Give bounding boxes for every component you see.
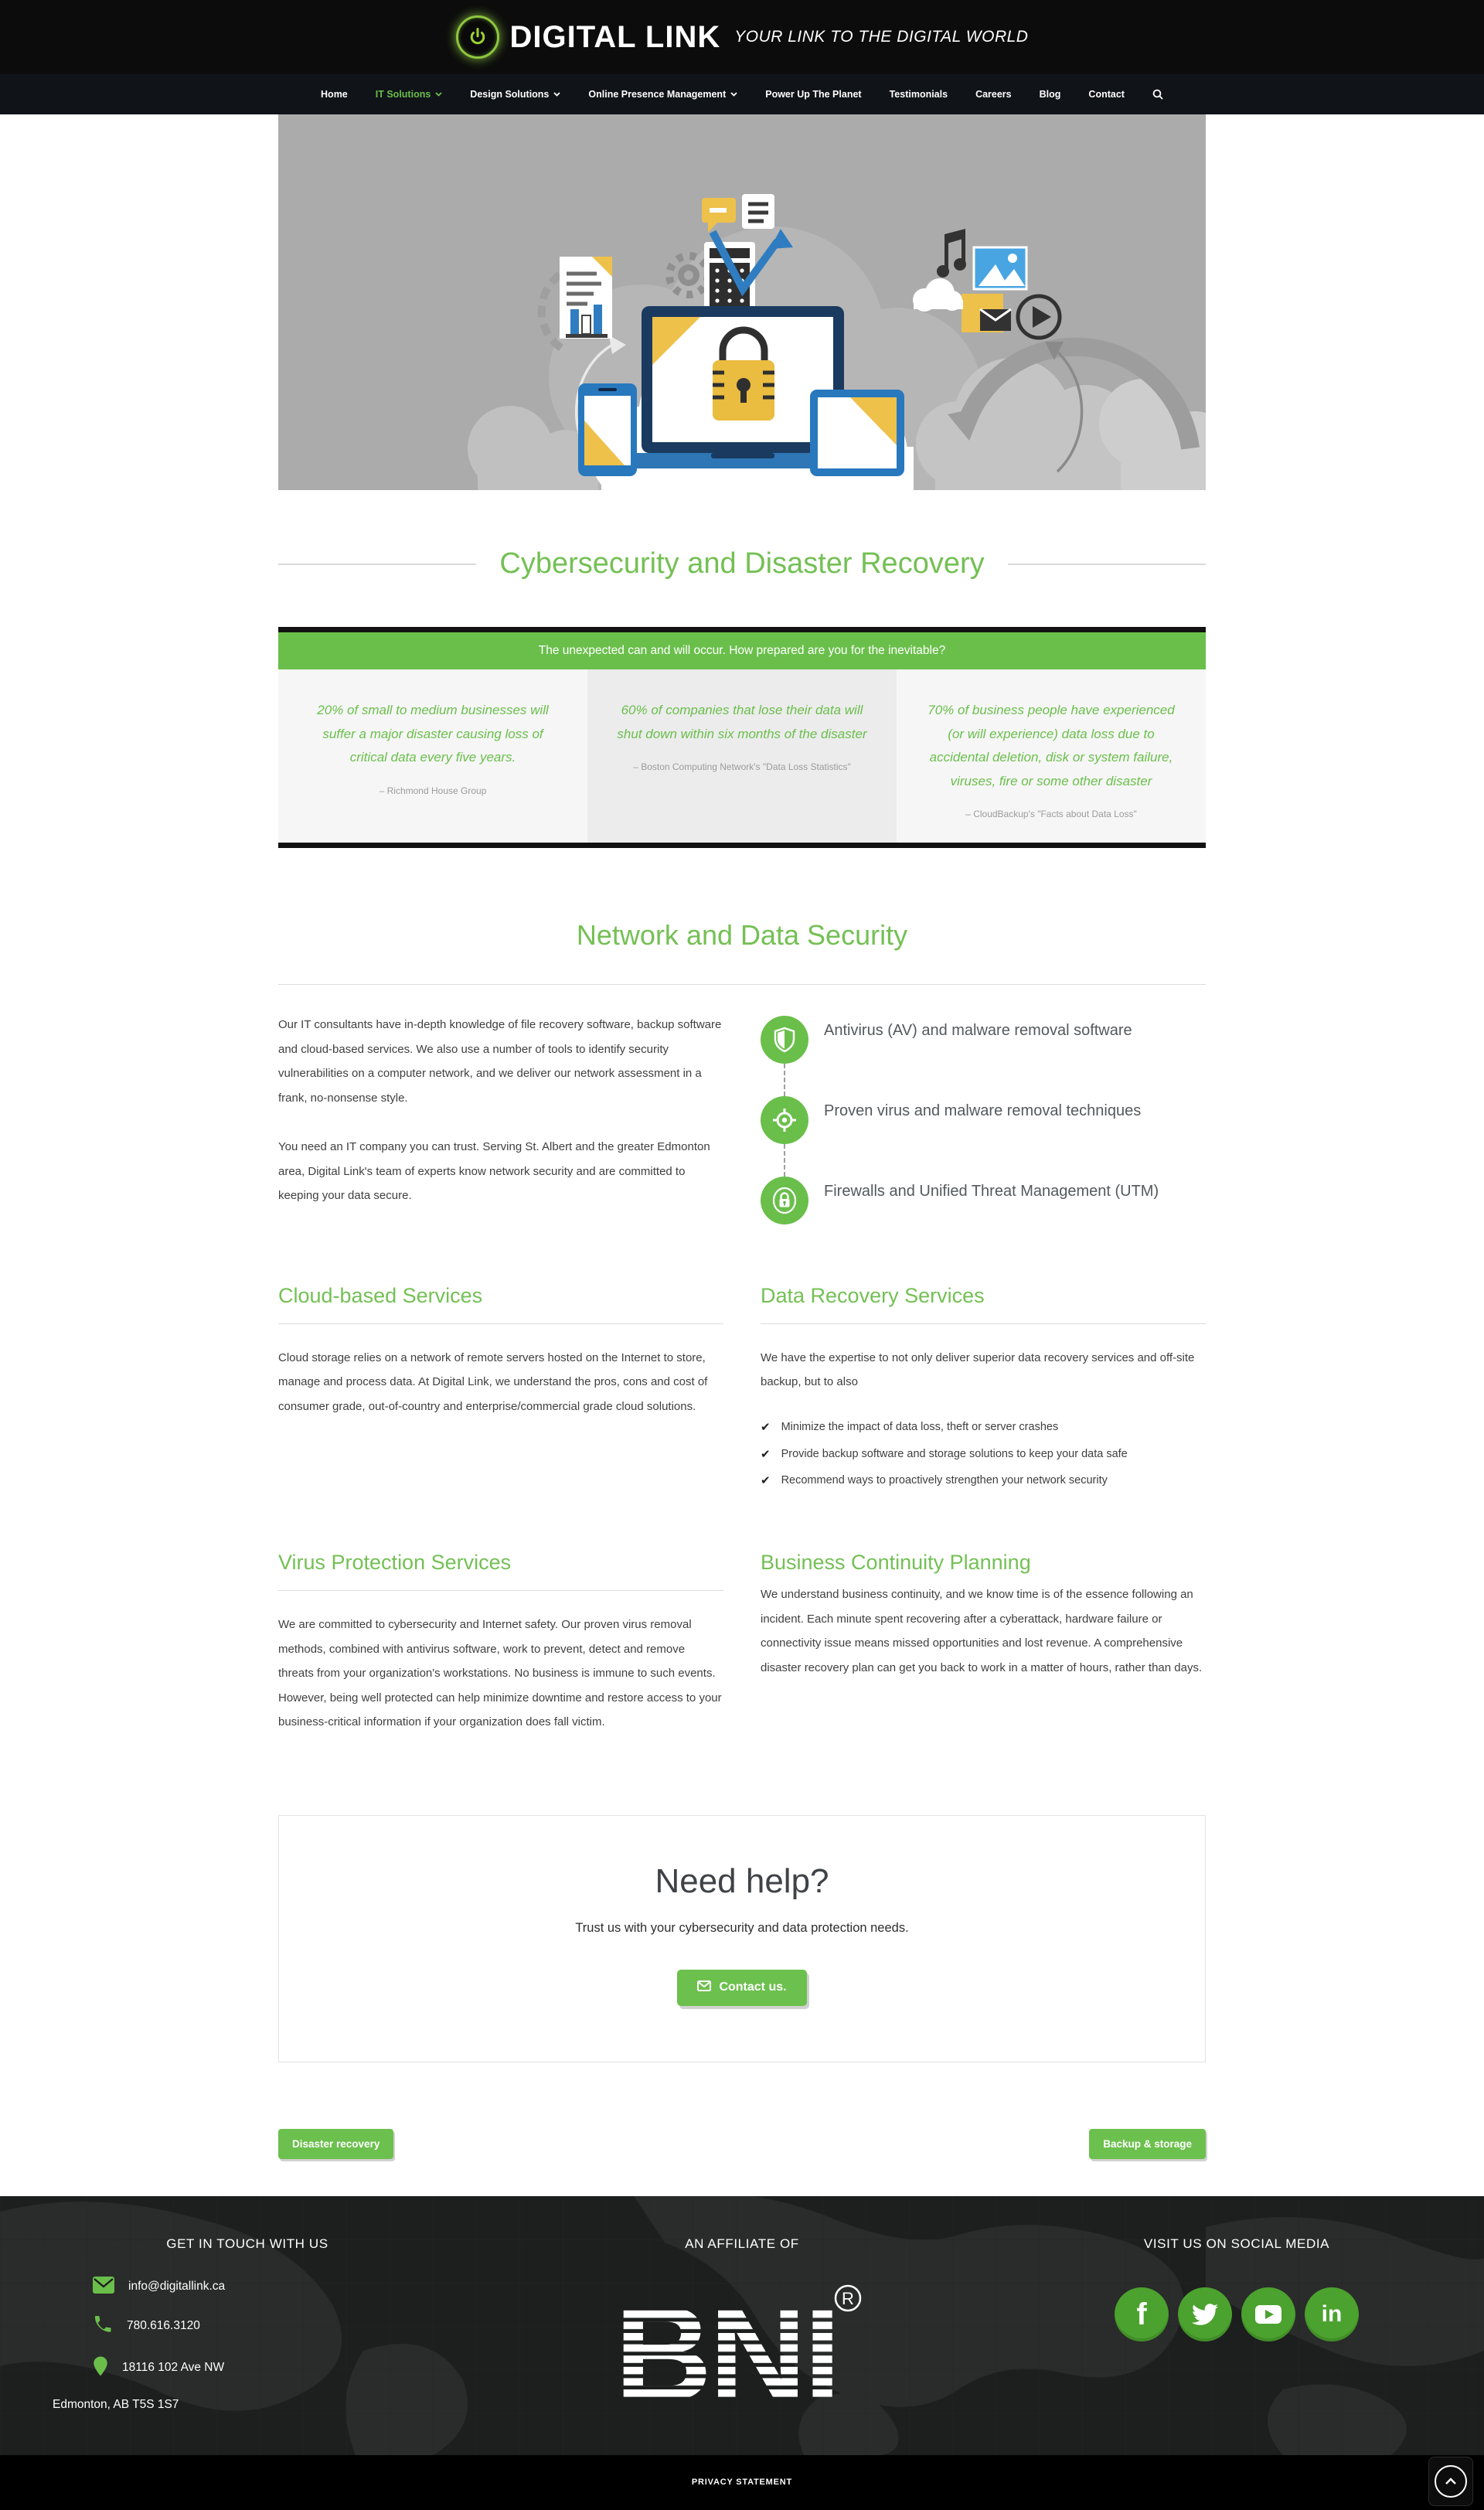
main-nav bbox=[0, 74, 1484, 114]
contact-us-label: Contact us. bbox=[719, 1980, 787, 1994]
network-columns bbox=[278, 1013, 1206, 1233]
phone-link[interactable]: 780.616.3120 bbox=[127, 2319, 200, 2333]
bullet-text: Provide backup software and storage solutions to keep your data safe bbox=[781, 1447, 1128, 1460]
title-rule-right bbox=[1008, 564, 1206, 565]
stat-quote bbox=[587, 669, 897, 843]
data-recovery-column bbox=[761, 1233, 1206, 1500]
cloud-services-column bbox=[278, 1233, 723, 1500]
quote-source: – Richmond House Group bbox=[379, 785, 487, 796]
svg-text:BNI: BNI bbox=[614, 2278, 839, 2423]
contact-city-row bbox=[53, 2398, 495, 2412]
title-rule-left bbox=[278, 564, 476, 565]
contact-address-row bbox=[93, 2355, 495, 2381]
stat-quote bbox=[278, 669, 587, 843]
scroll-to-top-button[interactable] bbox=[1428, 2457, 1473, 2506]
svg-text:R: R bbox=[842, 2288, 854, 2308]
cta-box bbox=[278, 1815, 1206, 2062]
feature-item bbox=[761, 1096, 1206, 1144]
quote-source: – Boston Computing Network's "Data Loss Statistics" bbox=[633, 761, 851, 773]
section-divider bbox=[278, 984, 1206, 985]
recovery-bullets bbox=[761, 1419, 1206, 1490]
paragraph: We are committed to cybersecurity and Internet safety. Our proven virus removal methods, combined with antivirus software, work to prevent, detect and remove threats from your organization's workstations. No business is immune to such events. However, being well protected can help minimize downtime and restore access to your business-critical information if your organization does fall victim. bbox=[278, 1618, 722, 1729]
quote-source: – CloudBackup's "Facts about Data Loss" bbox=[965, 809, 1137, 820]
page-title: Cybersecurity and Disaster Recovery bbox=[499, 547, 985, 580]
nav-item-testimonials[interactable]: Testimonials bbox=[889, 89, 948, 100]
paragraph: Our IT consultants have in-depth knowledge of file recovery software, backup software and cloud-based services. We also use a number of tools to identify security vulnerabilities on a computer network, and we deliver our network assessment in a frank, no-nonsense style. bbox=[278, 1018, 722, 1105]
feature-connector bbox=[784, 1064, 785, 1096]
address-line-2: Edmonton, AB T5S 1S7 bbox=[53, 2397, 179, 2411]
linkedin-icon[interactable]: in bbox=[1305, 2287, 1359, 2341]
youtube-icon[interactable] bbox=[1241, 2287, 1295, 2341]
stats-section bbox=[278, 627, 1206, 848]
search-button[interactable] bbox=[1152, 89, 1163, 100]
feature-label: Antivirus (AV) and malware removal software bbox=[824, 1022, 1132, 1040]
contact-phone-row bbox=[93, 2314, 495, 2338]
power-logo-icon bbox=[456, 15, 499, 59]
bullet-text: Minimize the impact of data loss, theft or server crashes bbox=[781, 1420, 1059, 1433]
bullet-text: Recommend ways to proactively strengthen your network security bbox=[781, 1474, 1108, 1487]
contact-email-row bbox=[93, 2277, 495, 2297]
feature-item bbox=[761, 1177, 1206, 1224]
location-pin-icon bbox=[93, 2355, 108, 2381]
brand-logo[interactable] bbox=[456, 15, 1029, 59]
shield-icon bbox=[761, 1016, 808, 1064]
stats-banner: The unexpected can and will occur. How prepared are you for the inevitable? bbox=[278, 632, 1206, 669]
site-footer bbox=[0, 2196, 1484, 2455]
social-title: VISIT US ON SOCIAL MEDIA bbox=[1143, 2236, 1330, 2251]
footer-affiliate-column bbox=[495, 2236, 989, 2429]
paragraph: Cloud storage relies on a network of remote servers hosted on the Internet to store, manage and process data. At Digital Link, we understand the pros, cons and cost of consumer grade, out-of-country and enterprise/commercial grade cloud solutions. bbox=[278, 1350, 708, 1413]
site-header bbox=[0, 0, 1484, 74]
virus-protection-column bbox=[278, 1500, 723, 1759]
page-links bbox=[278, 2129, 1206, 2196]
service-title-cloud: Cloud-based Services bbox=[278, 1283, 483, 1307]
cta-subtitle: Trust us with your cybersecurity and data protection needs. bbox=[575, 1920, 909, 1935]
services-row-1 bbox=[278, 1233, 1206, 1500]
nav-item-it-solutions[interactable]: IT Solutions bbox=[376, 89, 443, 100]
phone-icon bbox=[93, 2314, 113, 2338]
nav-item-contact[interactable]: Contact bbox=[1088, 89, 1125, 100]
bullet-item bbox=[761, 1446, 1206, 1463]
bullet-item bbox=[761, 1419, 1206, 1436]
footer-social-column bbox=[989, 2236, 1484, 2429]
tablet bbox=[810, 390, 904, 476]
paragraph: You need an IT company you can trust. Serving St. Albert and the greater Edmonton area, Digital Link's team of experts know network security and are committed to keeping your data secure. bbox=[278, 1140, 710, 1203]
quote-text: 70% of business people have experienced (or will experience) data loss due to accidental deletion, disk or system failure, viruses, fire or some other disaster bbox=[928, 703, 1175, 788]
footer-columns bbox=[0, 2196, 1484, 2429]
facebook-icon[interactable]: f bbox=[1115, 2287, 1169, 2341]
chevron-down-icon bbox=[553, 92, 560, 97]
target-icon bbox=[761, 1096, 808, 1144]
twitter-icon[interactable] bbox=[1178, 2287, 1232, 2341]
contact-rows bbox=[0, 2277, 495, 2412]
page-title-row bbox=[278, 547, 1206, 581]
envelope-icon bbox=[93, 2277, 114, 2297]
service-divider bbox=[761, 1323, 1206, 1324]
stat-quote bbox=[897, 669, 1206, 843]
brand-name: DIGITAL LINK bbox=[509, 19, 721, 54]
service-title-continuity: Business Continuity Planning bbox=[761, 1551, 1031, 1575]
feature-connector bbox=[784, 1144, 785, 1177]
address-line-1: 18116 102 Ave NW bbox=[122, 2361, 225, 2375]
email-link[interactable]: info@digitallink.ca bbox=[128, 2280, 226, 2294]
service-divider bbox=[278, 1590, 723, 1591]
paragraph: We understand business continuity, and we know time is of the essence following an incident. Each minute spent recovering after a cyberattack, hardware failure or connectivity issue means missed opportunities and lost revenue. A comprehensive disaster recovery plan can get you back to work in a matter of hours, rather than days. bbox=[761, 1588, 1203, 1674]
bni-logo bbox=[614, 2277, 870, 2423]
lock-icon bbox=[761, 1177, 808, 1224]
brand-tagline: YOUR LINK TO THE DIGITAL WORLD bbox=[734, 28, 1029, 46]
main-content bbox=[278, 114, 1206, 2196]
check-icon: ✔ bbox=[761, 1420, 771, 1434]
bottom-bar bbox=[0, 2455, 1484, 2510]
paragraph: We have the expertise to not only deliver superior data recovery services and off-site backup, but to also bbox=[761, 1350, 1195, 1389]
quote-text: 60% of companies that lose their data will shut down within six months of the disaster bbox=[617, 703, 867, 741]
footer-contact-column bbox=[0, 2236, 495, 2429]
smartphone bbox=[578, 383, 637, 476]
service-title-recovery: Data Recovery Services bbox=[761, 1283, 985, 1307]
privacy-statement-link[interactable]: PRIVACY STATEMENT bbox=[691, 2478, 793, 2488]
chevron-up-icon bbox=[1435, 2465, 1467, 2498]
business-continuity-column bbox=[761, 1500, 1206, 1759]
nav-item-power-up[interactable]: Power Up The Planet bbox=[765, 89, 862, 100]
nav-item-online-presence[interactable]: Online Presence Management bbox=[588, 89, 737, 100]
prev-page-button[interactable]: Disaster recovery bbox=[278, 2129, 393, 2159]
feature-item bbox=[761, 1016, 1206, 1064]
next-page-button[interactable]: Backup & storage bbox=[1089, 2129, 1206, 2159]
stats-grid bbox=[278, 669, 1206, 843]
social-row bbox=[989, 2287, 1484, 2341]
service-title-virus: Virus Protection Services bbox=[278, 1551, 512, 1575]
bullet-item bbox=[761, 1473, 1206, 1490]
services-row-2 bbox=[278, 1500, 1206, 1759]
service-divider bbox=[278, 1323, 723, 1324]
chevron-down-icon bbox=[730, 92, 737, 97]
nav-item-careers[interactable]: Careers bbox=[975, 89, 1012, 100]
feature-label: Proven virus and malware removal techniques bbox=[824, 1102, 1142, 1120]
check-icon: ✔ bbox=[761, 1447, 771, 1461]
nav-item-blog[interactable]: Blog bbox=[1039, 89, 1061, 100]
cta-title: Need help? bbox=[655, 1861, 829, 1900]
affiliate-label: AN AFFILIATE OF bbox=[685, 2236, 799, 2251]
check-icon: ✔ bbox=[761, 1474, 771, 1488]
feature-label: Firewalls and Unified Threat Management (UTM) bbox=[824, 1183, 1159, 1201]
nav-item-design-solutions[interactable]: Design Solutions bbox=[470, 89, 560, 100]
contact-title: GET IN TOUCH WITH US bbox=[166, 2236, 328, 2251]
security-features-list bbox=[761, 1013, 1206, 1233]
network-text-column bbox=[278, 1013, 723, 1233]
chevron-down-icon bbox=[435, 92, 442, 97]
quote-text: 20% of small to medium businesses will suffer a major disaster causing loss of critical data every five years. bbox=[317, 703, 549, 765]
hero-illustration bbox=[278, 114, 1206, 490]
envelope-icon bbox=[697, 1980, 711, 1995]
nav-item-home[interactable]: Home bbox=[321, 89, 348, 100]
contact-us-button[interactable] bbox=[677, 1970, 806, 2006]
section-title-network: Network and Data Security bbox=[576, 919, 908, 952]
